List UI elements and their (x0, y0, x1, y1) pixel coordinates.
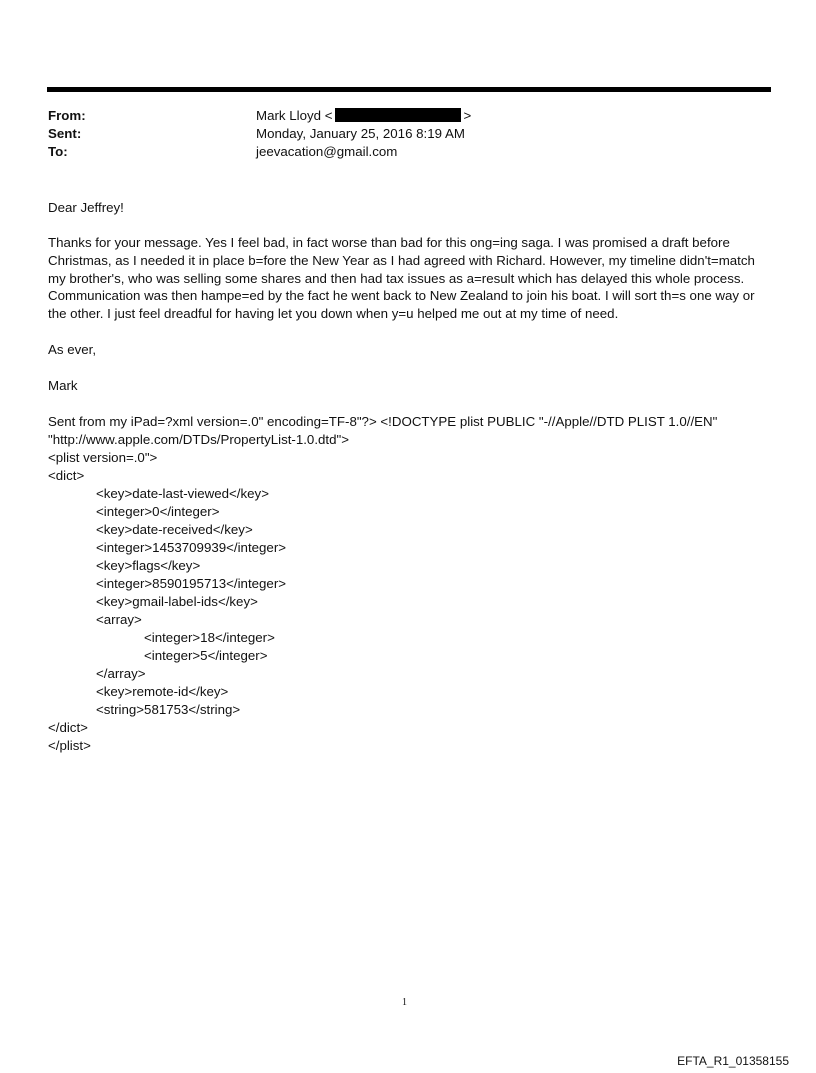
dtd-url-line: "http://www.apple.com/DTDs/PropertyList-1.0.dtd"> (48, 432, 349, 447)
plist-line: </dict> (48, 720, 88, 735)
plist-line: <array> (96, 612, 142, 627)
signoff: As ever, (48, 342, 97, 357)
plist-line: <key>gmail-label-ids</key> (96, 594, 258, 609)
paragraph-line: Christmas, as I needed it in place b=fore the New Year as I had agreed with Richard. However, my timeline didn't=match (48, 252, 755, 268)
sent-from-line: Sent from my iPad=?xml version=.0" encoding=TF-8"?> <!DOCTYPE plist PUBLIC "-//Apple//DTD PLIST 1.0//EN" (48, 414, 718, 429)
plist-line: <string>581753</string> (96, 702, 241, 717)
sent-label: Sent: (48, 126, 82, 141)
paragraph-line: my brother's, who was selling some shares and then had tax issues as a=result which has delayed this whole process. (48, 270, 745, 286)
to-value: jeevacation@gmail.com (256, 144, 398, 159)
plist-line: <dict> (48, 468, 85, 483)
plist-line: <plist version=.0"> (48, 450, 158, 465)
page-number: 1 (402, 997, 407, 1008)
paragraph-line: Thanks for your message. Yes I feel bad, in fact worse than bad for this ong=ing saga. I was promised a draft before (48, 235, 730, 250)
document-id: EFTA_R1_01358155 (677, 1054, 789, 1068)
plist-line: <integer>8590195713</integer> (96, 576, 287, 591)
plist-line: <key>remote-id</key> (96, 684, 229, 699)
to-row (48, 143, 768, 161)
greeting: Dear Jeffrey! (48, 200, 124, 215)
plist-line: <integer>0</integer> (96, 504, 220, 519)
from-label: From: (48, 108, 86, 123)
from-row (48, 107, 768, 125)
message-paragraph (48, 234, 778, 323)
paragraph-line: Communication was then hampe=ed by the fact he went back to New Zealand to join his boat. I will sort th=s one way or (48, 288, 755, 304)
sender-close-bracket: > (463, 108, 472, 123)
redaction-bar (335, 108, 461, 122)
plist-line: </array> (96, 666, 146, 681)
paragraph-line: the other. I just feel dreadful for having let you down when y=u helped me out at my time of need. (48, 306, 619, 322)
from-value (256, 107, 471, 125)
plist-line: <key>date-last-viewed</key> (96, 486, 269, 501)
plist-line: <integer>1453709939</integer> (96, 540, 287, 555)
sent-value: Monday, January 25, 2016 8:19 AM (256, 126, 465, 141)
plist-line: <integer>18</integer> (144, 630, 275, 645)
plist-line: </plist> (48, 738, 91, 753)
signature: Mark (48, 378, 78, 393)
plist-line: <integer>5</integer> (144, 648, 268, 663)
sender-name: Mark Lloyd < (256, 108, 333, 123)
plist-line: <key>date-received</key> (96, 522, 253, 537)
to-label: To: (48, 144, 68, 159)
plist-line: <key>flags</key> (96, 558, 201, 573)
header-rule (47, 87, 771, 92)
sent-row (48, 125, 768, 143)
